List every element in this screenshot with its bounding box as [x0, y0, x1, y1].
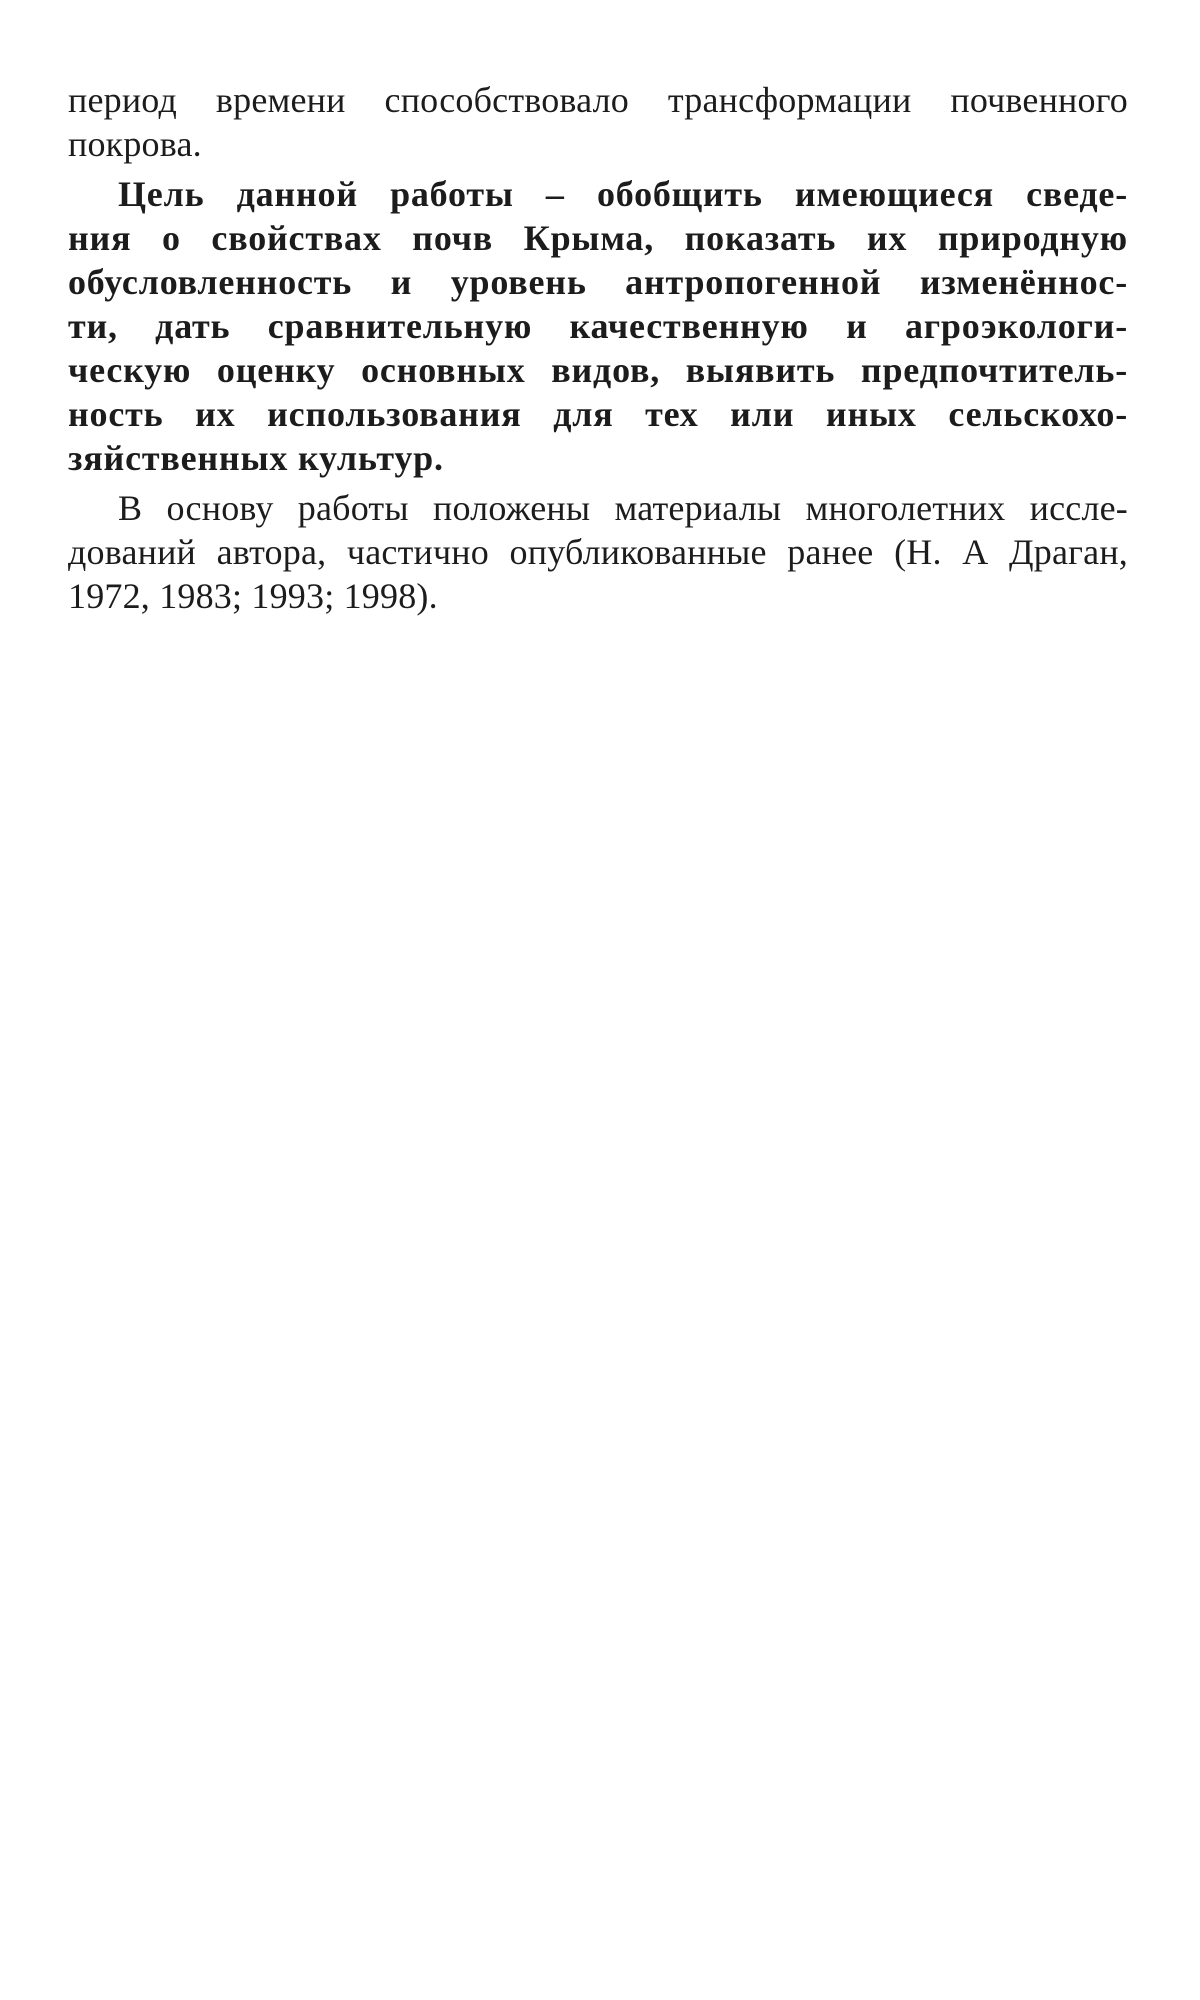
paragraph-continuation [68, 78, 1128, 166]
text-line: ность их использования для тех или иных сельскохо- [68, 394, 1128, 434]
text-line: зяйственных культур. [68, 438, 444, 478]
text-line: 1972, 1983; 1993; 1998). [68, 576, 438, 616]
paragraph-basis [68, 486, 1128, 618]
text-line: дований автора, частично опубликованные ранее (Н. А Драган, [68, 532, 1128, 572]
text-line: период времени способствовало трансформации почвенного [68, 80, 1128, 120]
text-line: покрова. [68, 124, 202, 164]
text-line: ния о свойствах почв Крыма, показать их природную [68, 218, 1128, 258]
text-line: обусловленность и уровень антропогенной изменённос- [68, 262, 1128, 302]
paragraph-goal [68, 172, 1128, 480]
text-line: Цель данной работы – обобщить имеющиеся сведе- [118, 174, 1128, 214]
document-page [68, 78, 1128, 618]
text-line: ческую оценку основных видов, выявить предпочтитель- [68, 350, 1128, 390]
text-line: ти, дать сравнительную качественную и агроэкологи- [68, 306, 1128, 346]
text-line: В основу работы положены материалы многолетних иссле- [118, 488, 1128, 528]
